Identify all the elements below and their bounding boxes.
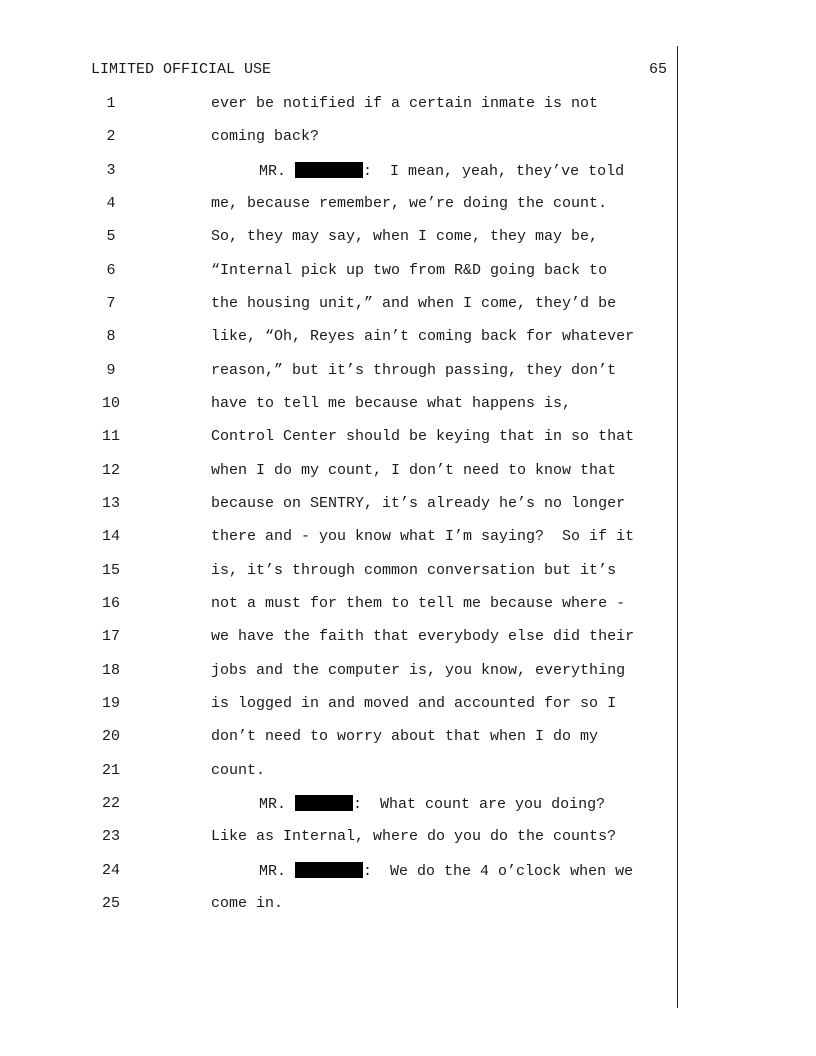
- redaction-box: [295, 795, 353, 811]
- line-number: 24: [101, 862, 120, 879]
- line-number: 5: [106, 228, 116, 245]
- line-text: not a must for them to tell me because where -: [211, 595, 626, 612]
- line-number: 21: [101, 762, 120, 779]
- speaker-line: [259, 862, 633, 880]
- transcript-line: [0, 895, 816, 915]
- transcript-line: [0, 95, 816, 115]
- transcript-line: [0, 662, 816, 682]
- line-text: because on SENTRY, it’s already he’s no longer: [211, 495, 626, 512]
- line-number: 17: [101, 628, 120, 645]
- line-text: count.: [211, 762, 266, 779]
- transcript-line: [0, 228, 816, 248]
- line-number: 22: [101, 795, 120, 812]
- line-text: reason,” but it’s through passing, they don’t: [211, 362, 617, 379]
- line-number: 2: [106, 128, 116, 145]
- transcript-line: [0, 828, 816, 848]
- transcript-line: [0, 428, 816, 448]
- line-text: there and - you know what I’m saying? So if it: [211, 528, 635, 545]
- line-number: 23: [101, 828, 120, 845]
- transcript-line: [0, 695, 816, 715]
- transcript-line: [0, 262, 816, 282]
- line-number: 15: [101, 562, 120, 579]
- line-number: 7: [106, 295, 116, 312]
- transcript-line: [0, 795, 816, 815]
- transcript-line: [0, 195, 816, 215]
- transcript-line: [0, 328, 816, 348]
- speaker-line: [259, 795, 605, 813]
- line-number: 25: [101, 895, 120, 912]
- line-text: is logged in and moved and accounted for so I: [211, 695, 617, 712]
- line-text: is, it’s through common conversation but it’s: [211, 562, 617, 579]
- line-text: like, “Oh, Reyes ain’t coming back for whatever: [211, 328, 635, 345]
- speaker-title: MR.: [259, 863, 287, 880]
- line-text: Control Center should be keying that in so that: [211, 428, 635, 445]
- line-number: 10: [101, 395, 120, 412]
- line-number: 19: [101, 695, 120, 712]
- transcript-line: [0, 128, 816, 148]
- line-text: : We do the 4 o’clock when we: [363, 863, 634, 880]
- line-number: 20: [101, 728, 120, 745]
- speaker-line: [259, 162, 624, 180]
- transcript-line: [0, 495, 816, 515]
- line-text: we have the faith that everybody else did their: [211, 628, 635, 645]
- transcript-line: [0, 762, 816, 782]
- line-text: So, they may say, when I come, they may be,: [211, 228, 599, 245]
- line-text: Like as Internal, where do you do the counts?: [211, 828, 617, 845]
- line-number: 13: [101, 495, 120, 512]
- line-text: the housing unit,” and when I come, they’d be: [211, 295, 617, 312]
- line-text: have to tell me because what happens is,: [211, 395, 572, 412]
- transcript-line: [0, 462, 816, 482]
- speaker-title: MR.: [259, 163, 287, 180]
- line-number: 18: [101, 662, 120, 679]
- line-number: 6: [106, 262, 116, 279]
- transcript-line: [0, 862, 816, 882]
- line-number: 4: [106, 195, 116, 212]
- transcript-line: [0, 728, 816, 748]
- line-number: 1: [106, 95, 116, 112]
- line-number: 11: [101, 428, 120, 445]
- transcript-line: [0, 295, 816, 315]
- line-text: jobs and the computer is, you know, everything: [211, 662, 626, 679]
- line-number: 12: [101, 462, 120, 479]
- speaker-title: MR.: [259, 796, 287, 813]
- line-text: “Internal pick up two from R&D going back to: [211, 262, 608, 279]
- line-number: 9: [106, 362, 116, 379]
- line-text: : What count are you doing?: [353, 796, 606, 813]
- line-text: me, because remember, we’re doing the count.: [211, 195, 608, 212]
- redaction-box: [295, 862, 363, 878]
- line-text: don’t need to worry about that when I do my: [211, 728, 599, 745]
- transcript-line: [0, 628, 816, 648]
- line-number: 3: [106, 162, 116, 179]
- transcript-line: [0, 595, 816, 615]
- transcript-line: [0, 362, 816, 382]
- line-text: coming back?: [211, 128, 320, 145]
- transcript-line: [0, 162, 816, 182]
- transcript-line: [0, 562, 816, 582]
- transcript-line: [0, 395, 816, 415]
- redaction-box: [295, 162, 363, 178]
- classification-header: LIMITED OFFICIAL USE: [91, 61, 272, 78]
- transcript-line: [0, 528, 816, 548]
- line-text: : I mean, yeah, they’ve told: [363, 163, 625, 180]
- page-number: 65: [649, 61, 668, 78]
- line-number: 16: [101, 595, 120, 612]
- line-text: ever be notified if a certain inmate is not: [211, 95, 599, 112]
- line-number: 8: [106, 328, 116, 345]
- line-number: 14: [101, 528, 120, 545]
- line-text: when I do my count, I don’t need to know that: [211, 462, 617, 479]
- line-text: come in.: [211, 895, 284, 912]
